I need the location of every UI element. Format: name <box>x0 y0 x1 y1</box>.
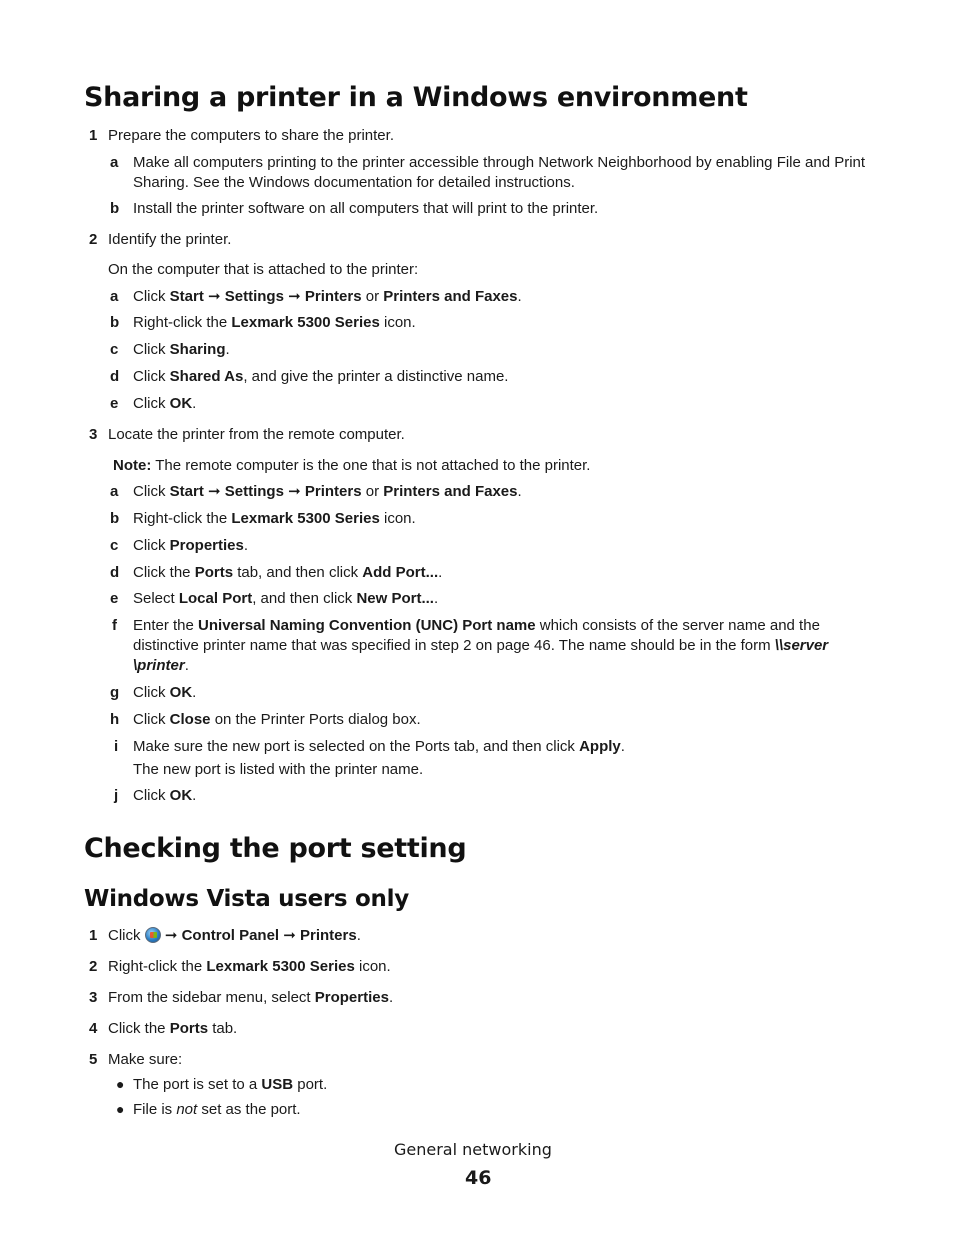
substep-result: The new port is listed with the printer name. <box>133 761 424 778</box>
substep-text: Select Local Port, and then click New Port.... <box>133 590 439 607</box>
step-number: 1 <box>89 927 98 944</box>
step-intro: On the computer that is attached to the printer: <box>108 261 419 278</box>
substep-letter: a <box>110 154 119 171</box>
substep-letter: e <box>110 395 119 412</box>
step-number: 5 <box>89 1051 98 1068</box>
step-number: 1 <box>89 127 98 144</box>
substep-text: Install the printer software on all computers that will print to the printer. <box>133 200 599 217</box>
substep-letter: g <box>110 684 120 701</box>
section-subtitle: Windows Vista users only <box>84 886 409 912</box>
substep-text: Click Start ➞ Settings ➞ Printers or Printers and Faxes. <box>133 483 522 500</box>
substep-text: Right-click the Lexmark 5300 Series icon. <box>133 314 416 331</box>
windows-start-orb-icon <box>145 927 161 943</box>
substep-text: Click Close on the Printer Ports dialog box. <box>133 711 421 728</box>
substep-letter: i <box>114 738 119 755</box>
step-text: Identify the printer. <box>108 231 232 248</box>
substep-letter: d <box>110 564 120 581</box>
note: Note: The remote computer is the one that is not attached to the printer. <box>113 457 591 474</box>
page-number: 46 <box>465 1167 492 1189</box>
substep-letter: h <box>110 711 120 728</box>
step-text: Locate the printer from the remote computer. <box>108 426 405 443</box>
substep-text: Right-click the Lexmark 5300 Series icon. <box>133 510 416 527</box>
substep-text: Click Start ➞ Settings ➞ Printers or Printers and Faxes. <box>133 288 522 305</box>
section-title: Checking the port setting <box>84 833 467 864</box>
substep-text: Click Properties. <box>133 537 249 554</box>
substep-text: Make sure the new port is selected on the Ports tab, and then click Apply. <box>133 738 625 755</box>
substep-text: Click Shared As, and give the printer a distinctive name. <box>133 368 509 385</box>
section-title: Sharing a printer in a Windows environment <box>84 82 748 113</box>
footer-chapter-label: General networking <box>394 1140 552 1159</box>
substep-text: Make all computers printing to the printer accessible through Network Neighborhood by enabling File and Print Sharing. See the Windows documentation for detailed instructions. <box>133 154 866 191</box>
substep-text: Click the Ports tab, and then click Add Port.... <box>133 564 443 581</box>
substep-letter: e <box>110 590 119 607</box>
substep-text: Click OK. <box>133 395 197 412</box>
bullet-icon: ● <box>116 1101 125 1117</box>
step-text: Make sure: <box>108 1051 183 1068</box>
bullet-text: The port is set to a USB port. <box>133 1076 328 1093</box>
substep-letter: a <box>110 288 119 305</box>
substep-letter: a <box>110 483 119 500</box>
substep-letter: d <box>110 368 120 385</box>
step-text: Click the Ports tab. <box>108 1020 238 1037</box>
substep-text: Click OK. <box>133 787 197 804</box>
substep-letter: f <box>112 617 117 634</box>
step-number: 4 <box>89 1020 98 1037</box>
step-number: 2 <box>89 958 98 975</box>
substep-letter: c <box>110 537 119 554</box>
step-number: 2 <box>89 231 98 248</box>
step-number: 3 <box>89 426 98 443</box>
substep-letter: b <box>110 314 120 331</box>
substep-letter: c <box>110 341 119 358</box>
step-text: Prepare the computers to share the printer. <box>108 127 394 144</box>
step-text: From the sidebar menu, select Properties. <box>108 989 394 1006</box>
substep-letter: b <box>110 510 120 527</box>
substep-letter: b <box>110 200 120 217</box>
substep-letter: j <box>114 787 119 804</box>
substep-text: Click OK. <box>133 684 197 701</box>
bullet-icon: ● <box>116 1076 125 1092</box>
bullet-text: File is not set as the port. <box>133 1101 301 1118</box>
substep-text: Enter the Universal Naming Convention (UNC) Port name which consists of the server name and the distinctive printer name that was specified in step 2 on page 46. The name should be in the form \\server \printer. <box>133 617 829 674</box>
step-number: 3 <box>89 989 98 1006</box>
step-text: Click ➞ Control Panel ➞ Printers. <box>108 927 361 944</box>
step-text: Right-click the Lexmark 5300 Series icon. <box>108 958 391 975</box>
substep-text: Click Sharing. <box>133 341 230 358</box>
